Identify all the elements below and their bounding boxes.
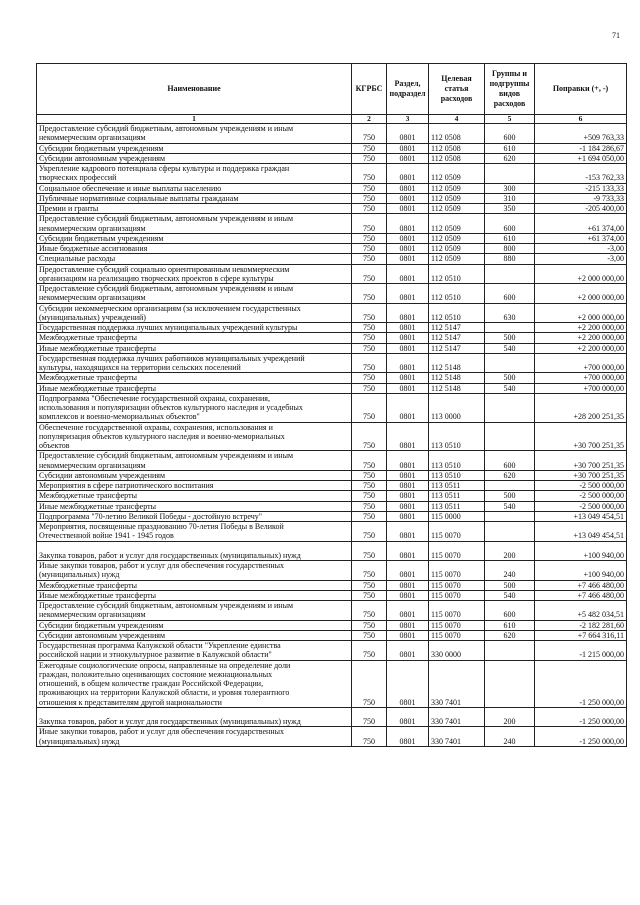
row-kgrbs: 750 [352,580,387,590]
row-target: 112 0509 [429,204,485,214]
row-name: Субсидии некоммерческим организациям (за исключением государственных (муниципальных) учреждений) [37,303,352,323]
row-kgrbs: 750 [352,630,387,640]
header-group: Группы и подгруппы видов расходов [485,64,535,115]
row-group: 600 [485,214,535,234]
row-group [485,511,535,521]
table-row [37,422,627,451]
row-kgrbs: 750 [352,233,387,243]
row-amount: +700 000,00 [535,383,627,393]
table-row [37,373,627,383]
row-section: 0801 [387,501,429,511]
row-group: 500 [485,333,535,343]
row-amount: +2 000 000,00 [535,284,627,304]
table-row [37,153,627,163]
row-group: 600 [485,601,535,621]
row-section: 0801 [387,451,429,471]
row-name: Субсидии автономным учреждениям [37,630,352,640]
row-kgrbs: 750 [352,481,387,491]
row-name: Ежегодные социологические опросы, направленные на определение доли граждан, положительно оценивающих состояние межнациональных отношений, в общем количестве граждан Российской Федерации, проживающих на территории Калужской области, и уровня толерантного отношения к представителям другой национальности [37,660,352,707]
table-row [37,620,627,630]
row-target: 330 7401 [429,727,485,747]
row-kgrbs: 750 [352,470,387,480]
row-kgrbs: 750 [352,124,387,144]
column-number: 2 [352,115,387,124]
row-target: 115 0070 [429,601,485,621]
row-kgrbs: 750 [352,183,387,193]
row-amount: +1 694 050,00 [535,153,627,163]
row-group: 610 [485,620,535,630]
row-name: Субсидии автономным учреждениям [37,470,352,480]
row-name: Иные бюджетные ассигнования [37,244,352,254]
row-target: 115 0070 [429,580,485,590]
row-section: 0801 [387,620,429,630]
row-target: 112 5147 [429,323,485,333]
row-amount: -1 250 000,00 [535,707,627,727]
row-target: 115 0070 [429,620,485,630]
row-target: 112 0508 [429,124,485,144]
row-target: 113 0511 [429,491,485,501]
row-amount: +7 664 316,11 [535,630,627,640]
row-group: 620 [485,630,535,640]
row-section: 0801 [387,343,429,353]
row-amount: +13 049 454,51 [535,522,627,542]
row-target: 112 5148 [429,353,485,373]
row-group: 540 [485,501,535,511]
row-section: 0801 [387,303,429,323]
row-target: 112 0510 [429,264,485,284]
row-section: 0801 [387,393,429,422]
row-section: 0801 [387,214,429,234]
table-row [37,244,627,254]
row-section: 0801 [387,193,429,203]
row-target: 115 0070 [429,590,485,600]
row-amount: -2 500 000,00 [535,481,627,491]
row-kgrbs: 750 [352,204,387,214]
table-row [37,707,627,727]
table-row [37,254,627,264]
row-kgrbs: 750 [352,353,387,373]
row-section: 0801 [387,353,429,373]
table-row [37,511,627,521]
row-group: 600 [485,284,535,304]
row-group: 350 [485,204,535,214]
row-section: 0801 [387,383,429,393]
row-kgrbs: 750 [352,522,387,542]
row-target: 112 0509 [429,164,485,184]
row-section: 0801 [387,561,429,581]
row-section: 0801 [387,491,429,501]
row-group: 620 [485,470,535,480]
row-kgrbs: 750 [352,373,387,383]
row-section: 0801 [387,641,429,661]
row-name: Публичные нормативные социальные выплаты гражданам [37,193,352,203]
table-row [37,601,627,621]
row-amount: -205 400,00 [535,204,627,214]
row-section: 0801 [387,284,429,304]
row-group: 500 [485,491,535,501]
row-name: Специальные расходы [37,254,352,264]
row-target: 113 0000 [429,393,485,422]
table-row [37,353,627,373]
table-row [37,727,627,747]
row-group [485,164,535,184]
row-name: Иные межбюджетные трансферты [37,590,352,600]
row-kgrbs: 750 [352,244,387,254]
row-target: 330 7401 [429,660,485,707]
row-group [485,323,535,333]
table-row [37,164,627,184]
table-row [37,214,627,234]
table-row [37,233,627,243]
row-kgrbs: 750 [352,303,387,323]
row-name: Межбюджетные трансферты [37,580,352,590]
table-row [37,284,627,304]
row-target: 113 0510 [429,422,485,451]
row-name: Субсидии бюджетным учреждениям [37,143,352,153]
page-number: 71 [612,31,620,40]
row-group: 540 [485,343,535,353]
row-section: 0801 [387,124,429,144]
row-section: 0801 [387,541,429,561]
row-kgrbs: 750 [352,193,387,203]
row-group: 880 [485,254,535,264]
row-target: 112 0510 [429,284,485,304]
row-section: 0801 [387,164,429,184]
table-row [37,590,627,600]
table-row [37,491,627,501]
row-group: 300 [485,183,535,193]
row-amount: +30 700 251,35 [535,451,627,471]
row-section: 0801 [387,707,429,727]
column-number: 3 [387,115,429,124]
row-amount: +2 000 000,00 [535,264,627,284]
column-number: 1 [37,115,352,124]
row-target: 330 0000 [429,641,485,661]
row-group: 620 [485,153,535,163]
row-target: 112 5148 [429,373,485,383]
row-section: 0801 [387,522,429,542]
row-group: 500 [485,580,535,590]
table-row [37,630,627,640]
row-target: 112 0509 [429,254,485,264]
row-amount: -3,00 [535,254,627,264]
row-group: 600 [485,124,535,144]
row-target: 112 0509 [429,193,485,203]
header-target: Целевая статья расходов [429,64,485,115]
row-name: Закупка товаров, работ и услуг для государственных (муниципальных) нужд [37,707,352,727]
row-target: 112 0509 [429,214,485,234]
row-group: 630 [485,303,535,323]
row-section: 0801 [387,333,429,343]
row-section: 0801 [387,373,429,383]
row-amount: +2 000 000,00 [535,303,627,323]
row-kgrbs: 750 [352,153,387,163]
row-section: 0801 [387,727,429,747]
row-kgrbs: 750 [352,264,387,284]
row-name: Предоставление субсидий бюджетным, автономным учреждениям и иным некоммерческим организациям [37,451,352,471]
row-section: 0801 [387,422,429,451]
row-target: 113 0510 [429,451,485,471]
row-kgrbs: 750 [352,541,387,561]
row-name: Межбюджетные трансферты [37,333,352,343]
row-group: 610 [485,143,535,153]
row-amount: +700 000,00 [535,353,627,373]
row-name: Государственная поддержка лучших работников муниципальных учреждений культуры, находящихся на территории сельских поселений [37,353,352,373]
row-group: 600 [485,451,535,471]
row-name: Государственная поддержка лучших муниципальных учреждений культуры [37,323,352,333]
row-amount: -1 215 000,00 [535,641,627,661]
table-header-row [37,64,627,115]
header-section: Раздел, подраздел [387,64,429,115]
row-target: 112 0508 [429,143,485,153]
row-kgrbs: 750 [352,343,387,353]
row-kgrbs: 750 [352,422,387,451]
row-target: 112 5147 [429,333,485,343]
row-name: Субсидии бюджетным учреждениям [37,620,352,630]
row-section: 0801 [387,470,429,480]
row-kgrbs: 750 [352,727,387,747]
row-section: 0801 [387,323,429,333]
row-target: 112 5148 [429,383,485,393]
row-name: Предоставление субсидий бюджетным, автономным учреждениям и иным некоммерческим организациям [37,284,352,304]
row-target: 112 0510 [429,303,485,323]
row-amount: +13 049 454,51 [535,511,627,521]
row-amount: +2 200 000,00 [535,343,627,353]
row-amount: +30 700 251,35 [535,422,627,451]
row-amount: +61 374,00 [535,233,627,243]
column-number: 6 [535,115,627,124]
row-group [485,393,535,422]
row-group [485,481,535,491]
column-number: 4 [429,115,485,124]
header-amendments: Поправки (+, -) [535,64,627,115]
row-kgrbs: 750 [352,254,387,264]
row-kgrbs: 750 [352,501,387,511]
table-row [37,124,627,144]
row-amount: -153 762,33 [535,164,627,184]
row-name: Иные межбюджетные трансферты [37,383,352,393]
table-row [37,470,627,480]
row-target: 115 0000 [429,511,485,521]
row-group [485,641,535,661]
table-row [37,183,627,193]
row-amount: +2 200 000,00 [535,333,627,343]
table-row [37,561,627,581]
header-name: Наименование [37,64,352,115]
row-name: Межбюджетные трансферты [37,491,352,501]
row-amount: -1 184 286,67 [535,143,627,153]
row-name: Мероприятия в сфере патриотического воспитания [37,481,352,491]
row-group [485,422,535,451]
row-section: 0801 [387,233,429,243]
table-row [37,343,627,353]
row-name: Предоставление субсидий бюджетным, автономным учреждениям и иным некоммерческим организациям [37,601,352,621]
row-name: Укрепление кадрового потенциала сферы культуры и поддержка граждан творческих профессий [37,164,352,184]
row-section: 0801 [387,183,429,193]
row-section: 0801 [387,143,429,153]
row-section: 0801 [387,601,429,621]
row-amount: +509 763,33 [535,124,627,144]
row-kgrbs: 750 [352,143,387,153]
table-body [37,124,627,747]
row-name: Подпрограмма "70-летию Великой Победы - достойную встречу" [37,511,352,521]
row-amount: -3,00 [535,244,627,254]
row-kgrbs: 750 [352,590,387,600]
row-target: 115 0070 [429,630,485,640]
row-kgrbs: 750 [352,284,387,304]
row-target: 113 0511 [429,481,485,491]
row-kgrbs: 750 [352,511,387,521]
row-kgrbs: 750 [352,491,387,501]
row-group [485,660,535,707]
row-group: 500 [485,373,535,383]
row-name: Иные межбюджетные трансферты [37,343,352,353]
row-section: 0801 [387,254,429,264]
row-kgrbs: 750 [352,601,387,621]
budget-amendments-table [36,63,627,747]
row-kgrbs: 750 [352,641,387,661]
table-row [37,393,627,422]
row-amount: -215 133,33 [535,183,627,193]
row-kgrbs: 750 [352,620,387,630]
row-target: 113 0511 [429,501,485,511]
row-amount: -1 250 000,00 [535,727,627,747]
row-name: Предоставление субсидий социально ориентированным некоммерческим организациям на реализацию творческих проектов в сфере культуры [37,264,352,284]
row-kgrbs: 750 [352,214,387,234]
row-kgrbs: 750 [352,323,387,333]
row-amount: +5 482 034,51 [535,601,627,621]
row-name: Иные закупки товаров, работ и услуг для обеспечения государственных (муниципальных) нужд [37,561,352,581]
row-group: 200 [485,707,535,727]
row-group: 540 [485,590,535,600]
row-target: 112 5147 [429,343,485,353]
table-row [37,541,627,561]
row-target: 112 0509 [429,233,485,243]
row-amount: +700 000,00 [535,373,627,383]
row-name: Мероприятия, посвященные празднованию 70-летия Победы в Великой Отечественной войне 1941 - 1945 годов [37,522,352,542]
row-section: 0801 [387,264,429,284]
row-name: Государственная программа Калужской области "Укрепление единства российской нации и этнокультурное развитие в Калужской области" [37,641,352,661]
row-amount: +30 700 251,35 [535,470,627,480]
table-row [37,501,627,511]
row-kgrbs: 750 [352,451,387,471]
row-group: 240 [485,727,535,747]
row-amount: +28 200 251,35 [535,393,627,422]
column-number: 5 [485,115,535,124]
table-row [37,204,627,214]
row-name: Предоставление субсидий бюджетным, автономным учреждениям и иным некоммерческим организациям [37,124,352,144]
row-group: 240 [485,561,535,581]
row-kgrbs: 750 [352,707,387,727]
row-target: 330 7401 [429,707,485,727]
row-group: 610 [485,233,535,243]
row-section: 0801 [387,630,429,640]
row-kgrbs: 750 [352,383,387,393]
row-amount: -1 250 000,00 [535,660,627,707]
row-section: 0801 [387,580,429,590]
row-target: 113 0510 [429,470,485,480]
row-name: Подпрограмма "Обеспечение государственной охраны, сохранения, использования и популяризации объектов культурного наследия и усадебных комплексов и военно-мемориальных объектов" [37,393,352,422]
row-amount: -2 500 000,00 [535,501,627,511]
row-kgrbs: 750 [352,561,387,581]
row-group [485,522,535,542]
row-name: Обеспечение государственной охраны, сохранения, использования и популяризация объектов культурного наследия и военно-мемориальных объектов [37,422,352,451]
row-amount: +100 940,00 [535,541,627,561]
row-section: 0801 [387,660,429,707]
row-section: 0801 [387,511,429,521]
table-row [37,193,627,203]
table-row [37,451,627,471]
row-group: 540 [485,383,535,393]
table-row [37,143,627,153]
table-row [37,303,627,323]
table-row [37,481,627,491]
table-row [37,660,627,707]
row-group [485,353,535,373]
row-amount: +7 466 480,00 [535,580,627,590]
row-target: 115 0070 [429,541,485,561]
table-row [37,641,627,661]
row-kgrbs: 750 [352,393,387,422]
table-row [37,264,627,284]
row-name: Иные закупки товаров, работ и услуг для обеспечения государственных (муниципальных) нужд [37,727,352,747]
row-kgrbs: 750 [352,333,387,343]
row-group [485,264,535,284]
row-amount: -2 500 000,00 [535,491,627,501]
row-kgrbs: 750 [352,660,387,707]
row-name: Межбюджетные трансферты [37,373,352,383]
row-name: Закупка товаров, работ и услуг для государственных (муниципальных) нужд [37,541,352,561]
row-amount: +7 466 480,00 [535,590,627,600]
row-target: 112 0509 [429,244,485,254]
row-section: 0801 [387,244,429,254]
row-amount: -9 733,33 [535,193,627,203]
row-target: 115 0070 [429,522,485,542]
row-amount: -2 182 281,60 [535,620,627,630]
row-target: 115 0070 [429,561,485,581]
table-row [37,580,627,590]
row-name: Предоставление субсидий бюджетным, автономным учреждениям и иным некоммерческим организациям [37,214,352,234]
table-row [37,333,627,343]
table-row [37,383,627,393]
row-amount: +100 940,00 [535,561,627,581]
row-group: 200 [485,541,535,561]
row-group: 310 [485,193,535,203]
row-amount: +2 200 000,00 [535,323,627,333]
row-name: Социальное обеспечение и иные выплаты населению [37,183,352,193]
table-row [37,323,627,333]
row-name: Премии и гранты [37,204,352,214]
row-section: 0801 [387,590,429,600]
header-kgrbs: КГРБС [352,64,387,115]
row-section: 0801 [387,153,429,163]
row-amount: +61 374,00 [535,214,627,234]
row-name: Субсидии бюджетным учреждениям [37,233,352,243]
row-name: Иные межбюджетные трансферты [37,501,352,511]
row-section: 0801 [387,204,429,214]
row-target: 112 0508 [429,153,485,163]
row-target: 112 0509 [429,183,485,193]
table-row [37,522,627,542]
row-kgrbs: 750 [352,164,387,184]
row-group: 800 [485,244,535,254]
row-section: 0801 [387,481,429,491]
column-number-row [37,115,627,124]
row-name: Субсидии автономным учреждениям [37,153,352,163]
